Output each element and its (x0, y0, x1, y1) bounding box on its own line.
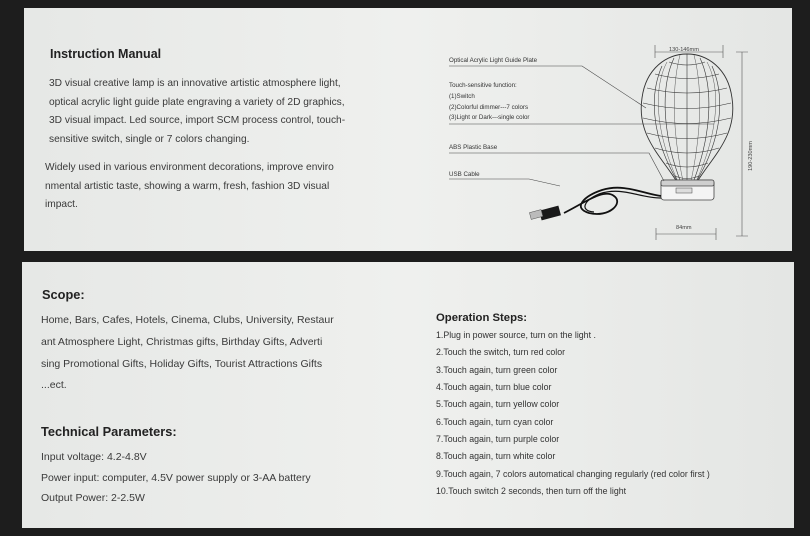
scope-line: Home, Bars, Cafes, Hotels, Cinema, Clubs, University, Restaur (41, 314, 334, 326)
technical-title: Technical Parameters: (41, 424, 177, 439)
intro-line: 3D visual impact. Led source, import SCM process control, touch- (49, 115, 346, 127)
operation-step: 7.Touch again, turn purple color (436, 434, 560, 445)
scope-line: sing Promotional Gifts, Holiday Gifts, Tourist Attractions Gifts (41, 357, 323, 370)
operation-step: 4.Touch again, turn blue color (436, 382, 552, 393)
scope-title: Scope: (42, 287, 85, 302)
operation-step: 6.Touch again, turn cyan color (436, 416, 554, 427)
label-touch-function (449, 81, 529, 124)
operation-steps-list (436, 327, 710, 500)
uses-line: nmental artistic taste, showing a warm, fresh, fashion 3D visual (45, 180, 330, 192)
usb-cable (564, 188, 661, 214)
usb-tip (529, 210, 542, 220)
touch-item: (3)Light or Dark---single color (449, 114, 530, 122)
touch-item: (2)Colorful dimmer---7 colors (449, 103, 529, 111)
base-dimension: 84mm (676, 225, 692, 231)
usb-plug (539, 206, 561, 221)
operation-title: Operation Steps: (436, 312, 528, 324)
scope-line: ant Atmosphere Light, Christmas gifts, Birthday Gifts, Adverti (41, 335, 323, 348)
intro-line: sensitive switch, single or 7 colors changing. (49, 134, 250, 146)
operation-step: 5.Touch again, turn yellow color (436, 399, 560, 410)
operation-step: 8.Touch again, turn white color (436, 451, 556, 462)
operation-step: 1.Plug in power source, turn on the light . (436, 330, 596, 340)
uses-line: impact. (45, 199, 78, 211)
label-abs-base: ABS Plastic Base (449, 144, 498, 151)
operation-step: 9.Touch again, 7 colors automatical changing regularly (red color first ) (436, 468, 710, 479)
width-dimension: 130-146mm (669, 47, 699, 53)
operation-step: 3.Touch again, turn green color (436, 364, 558, 375)
operation-step: 2.Touch the switch, turn red color (436, 347, 566, 358)
lamp-base (661, 180, 714, 200)
touch-function-title: Touch-sensitive function: (449, 82, 517, 89)
technical-body (41, 447, 311, 509)
intro-line: optical acrylic light guide plate engraving a variety of 2D graphics, (49, 96, 345, 108)
uses-line: Widely used in various environment decorations, improve enviro (45, 162, 334, 173)
touch-item: (1)Switch (449, 92, 475, 100)
scope-body (41, 310, 334, 397)
instruction-sheet-bottom (22, 262, 794, 528)
manual-title: Instruction Manual (50, 47, 162, 61)
instruction-sheet-top (24, 8, 792, 251)
label-acrylic-plate: Optical Acrylic Light Guide Plate (449, 57, 538, 64)
label-usb-cable: USB Cable (449, 171, 480, 178)
technical-line: Input voltage: 4.2-4.8V (41, 451, 147, 463)
technical-line: Power input: computer, 4.5V power supply or 3-AA battery (41, 471, 311, 484)
scope-line: ...ect. (41, 379, 67, 392)
height-dimension: 190-230mm (747, 141, 754, 171)
operation-step: 10.Touch switch 2 seconds, then turn off the light (436, 486, 627, 497)
lamp-diagram (24, 8, 792, 251)
intro-line: 3D visual creative lamp is an innovative artistic atmosphere light, (49, 78, 341, 89)
bulb-illustration (641, 54, 733, 190)
technical-line: Output Power: 2-2.5W (41, 492, 145, 505)
